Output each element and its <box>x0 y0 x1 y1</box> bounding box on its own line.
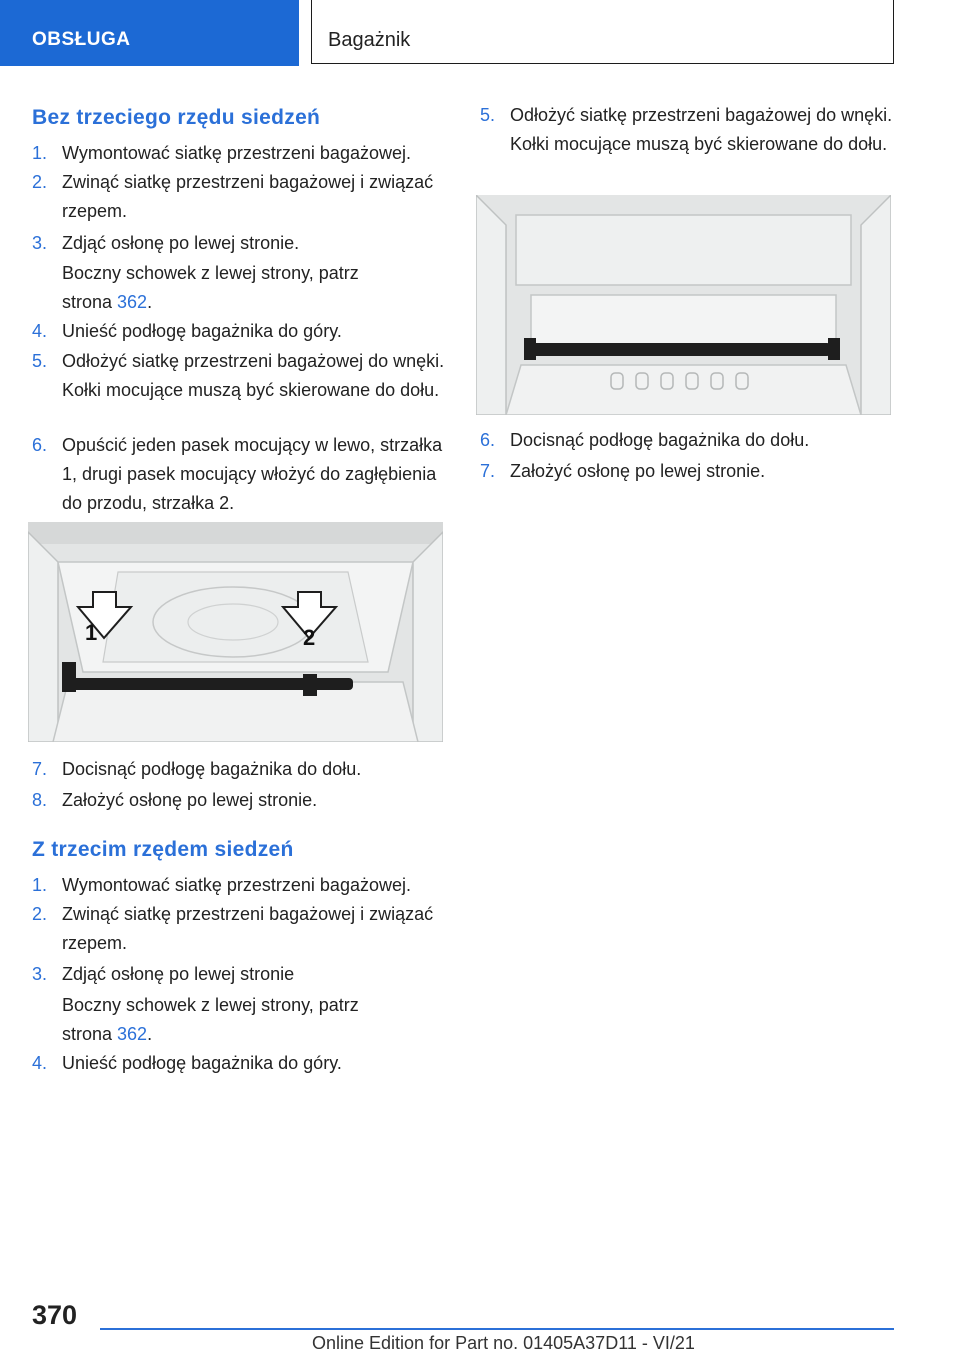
step-text: Unieść podłogę bagażnika do góry. <box>62 1053 342 1073</box>
section-title: OBSŁUGA <box>32 29 131 50</box>
chapter-tab <box>311 0 894 64</box>
step-text: Zdjąć osłonę po lewej stronie <box>62 964 295 984</box>
cross-reference-note <box>62 259 392 317</box>
step-number: 4. <box>32 321 48 341</box>
arrow-label: 1 <box>85 620 98 645</box>
page-number: 370 <box>32 1300 78 1330</box>
heading-with-third-row: Z trzecim rzędem siedzeń <box>32 838 294 861</box>
step-number: 1. <box>32 875 48 895</box>
trunk-illustration <box>476 195 891 415</box>
step-number: 5. <box>32 351 48 371</box>
step-text: Opuścić jeden pasek mocujący w lewo, strzałka 1, drugi pasek mocujący włożyć do zagłębienia do przodu, strzałka 2. <box>62 435 443 513</box>
note-end: . <box>147 1024 153 1044</box>
cross-reference-note <box>62 991 392 1049</box>
arrow-label: 2 <box>303 625 316 650</box>
step-text: Zwinąć siatkę przestrzeni bagażowej i związać rzepem. <box>62 904 434 953</box>
step-text: Założyć osłonę po lewej stronie. <box>510 461 766 481</box>
step-number: 1. <box>32 143 48 163</box>
page-link[interactable]: 362 <box>117 1024 148 1044</box>
note-text: Boczny schowek z lewej strony, patrz strona <box>62 995 359 1044</box>
step-text: Docisnąć podłogę bagażnika do dołu. <box>510 430 810 450</box>
section-tab <box>0 0 299 66</box>
note-end: . <box>147 292 153 312</box>
step-number: 6. <box>480 430 496 450</box>
step-text: Docisnąć podłogę bagażnika do dołu. <box>62 759 362 779</box>
step-number: 7. <box>480 461 496 481</box>
step-text: Zdjąć osłonę po lewej stronie. <box>62 233 300 253</box>
trunk-floor-third-row-illustration <box>476 195 891 415</box>
step-text: Zwinąć siatkę przestrzeni bagażowej i związać rzepem. <box>62 172 434 221</box>
step-text: Wymontować siatkę przestrzeni bagażowej. <box>62 143 411 163</box>
page-link[interactable]: 362 <box>117 292 148 312</box>
footer-divider <box>100 1328 894 1330</box>
step-number: 8. <box>32 790 48 810</box>
step-number: 5. <box>480 105 496 125</box>
step-number: 3. <box>32 233 48 253</box>
note-text: Boczny schowek z lewej strony, patrz strona <box>62 263 359 312</box>
trunk-floor-illustration-arrows <box>28 522 443 742</box>
heading-without-third-row: Bez trzeciego rzędu siedzeń <box>32 106 321 129</box>
step-number: 7. <box>32 759 48 779</box>
step-number: 6. <box>32 435 48 455</box>
step-number: 2. <box>32 904 48 924</box>
step-number: 2. <box>32 172 48 192</box>
step-text: Założyć osłonę po lewej stronie. <box>62 790 318 810</box>
edition-text: Online Edition for Part no. 01405A37D11 - VI/21 <box>312 1333 695 1353</box>
step-text: Odłożyć siatkę przestrzeni bagażowej do wnęki. Kołki mocujące muszą być skierowane do dołu. <box>62 351 445 400</box>
step-number: 3. <box>32 964 48 984</box>
step-text: Unieść podłogę bagażnika do góry. <box>62 321 342 341</box>
step-number: 4. <box>32 1053 48 1073</box>
step-text: Odłożyć siatkę przestrzeni bagażowej do wnęki. Kołki mocujące muszą być skierowane do dołu. <box>510 105 893 154</box>
trunk-illustration <box>28 522 443 742</box>
step-text: Wymontować siatkę przestrzeni bagażowej. <box>62 875 411 895</box>
chapter-title: Bagażnik <box>328 29 411 51</box>
